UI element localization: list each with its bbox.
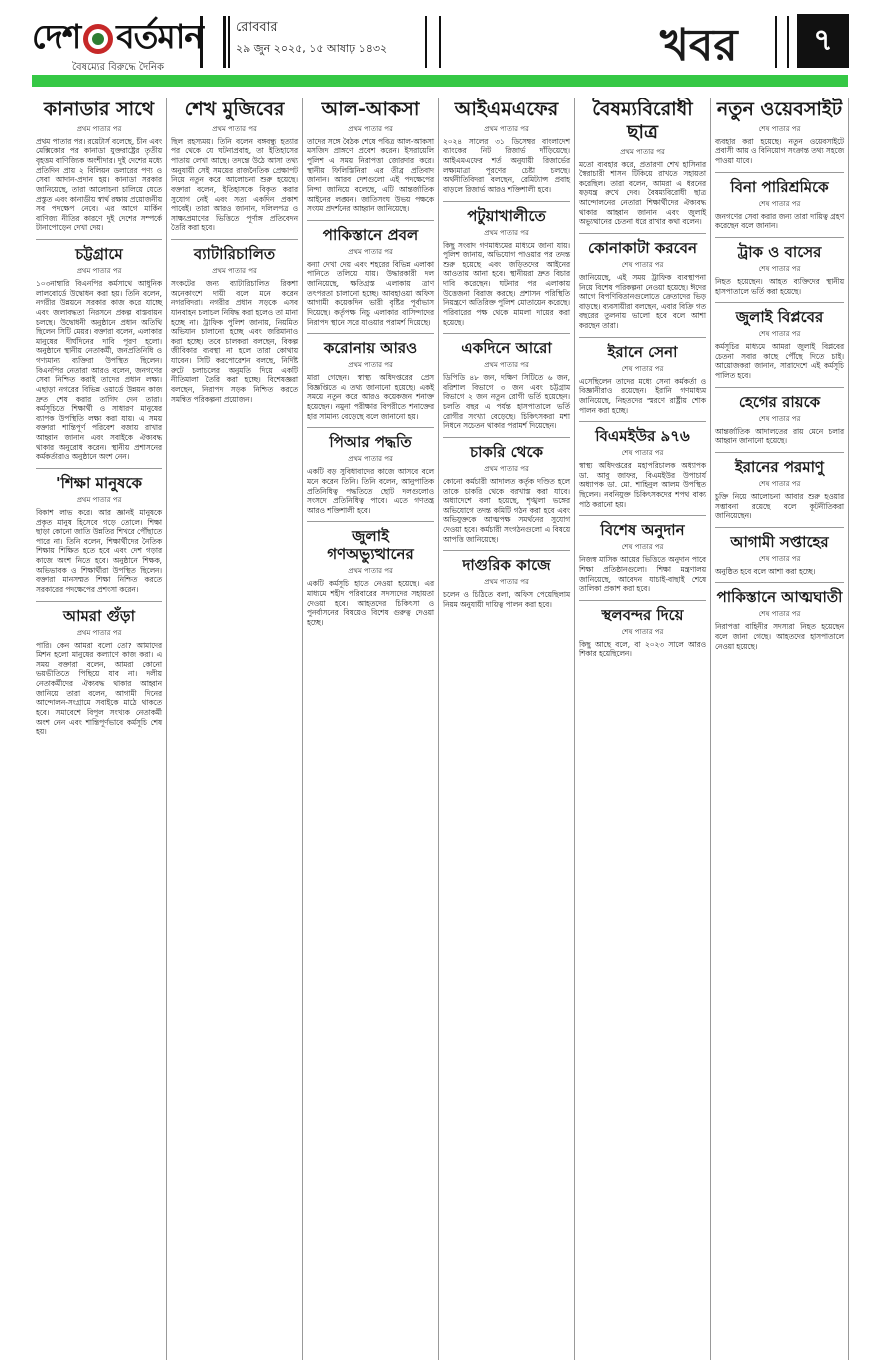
continued-from: প্রথম পাতার পর [348, 455, 393, 464]
article-divider [36, 468, 162, 469]
article-divider [715, 452, 844, 453]
article-body: কিছু সংবাদ গণমাধ্যমের মাধ্যমে জানা যায়। পুলিশ জানায়, অভিযোগ পাওয়ার পর তদন্ত শুরু হয়েছে এবং জড়িতদের আইনের আওতায় আনা হবে। স্থানীয়রা দ্রুত বিচার দাবি করেছেন। ঘটনার পর এলাকায় উত্তেজনা বিরাজ করছে। প্রশাসন পরিস্থিতি নিয়ন্ত্রণে অতিরিক্ত পুলিশ মোতায়েন করেছে। পরিবারের পক্ষ থেকে মামলা দায়ের করা হয়েছে। [443, 240, 570, 327]
article-divider [579, 421, 706, 422]
news-article[interactable] [36, 474, 162, 595]
article-body: আন্তর্জাতিক আদালতের রায় মেনে চলার আহ্বান জানানো হয়েছে। [715, 426, 844, 446]
article-divider [307, 220, 434, 221]
article-divider [307, 427, 434, 428]
article-body: বিকাশ লাভ করে। আর জ্ঞানই মানুষকে প্রকৃত মানুষ হিসেবে গড়ে তোলে। শিক্ষা ছাড়া কোনো জাতি উন্নতির শিখরে পৌঁছাতে পারে না। তিনি বলেন, শিক্ষার্থীদের নৈতিক শিক্ষায় শিক্ষিত হতে হবে এবং দেশ গড়ার কাজে অংশ নিতে হবে। অনুষ্ঠানে শিক্ষক, অভিভাবক ও শিক্ষার্থীরা উপস্থিত ছিলেন। বক্তারা মানসম্মত শিক্ষা নিশ্চিত করতে সরকারের পদক্ষেপের প্রশংসা করেন। [36, 507, 162, 594]
article-headline[interactable]: আইএমএফের [454, 98, 559, 120]
article-divider [715, 387, 844, 388]
article-body: বন্যা দেখা দেয় এবং শহরের বিভিন্ন এলাকা পানিতে তলিয়ে যায়। উদ্ধারকারী দল জানিয়েছে, ক্ষতিগ্রস্ত এলাকায় ত্রাণ তৎপরতা চালানো হচ্ছে। আবহাওয়া অফিস আগামী কয়েকদিন ভারী বৃষ্টির পূর্বাভাস দিয়েছে। কর্তৃপক্ষ নিচু এলাকার বাসিন্দাদের নিরাপদ স্থানে সরে যাওয়ার পরামর্শ দিয়েছে। [307, 259, 434, 327]
news-article[interactable] [715, 393, 844, 446]
column-4 [439, 98, 575, 1360]
article-divider [715, 237, 844, 238]
masthead [0, 0, 870, 92]
article-divider [579, 600, 706, 601]
article-headline[interactable]: আল-আকসা [321, 98, 420, 120]
article-headline[interactable]: চাকরি থেকে [469, 442, 544, 461]
article-divider [579, 515, 706, 516]
logo-text-right: বর্তমান [116, 17, 203, 56]
article-headline[interactable]: কানাডার সাথে [43, 98, 155, 120]
article-divider [443, 437, 570, 438]
news-article[interactable] [579, 98, 706, 227]
accent-band [32, 75, 848, 87]
news-article[interactable] [36, 245, 162, 462]
divider [200, 16, 226, 68]
news-article[interactable] [579, 606, 706, 659]
continued-from: প্রথম পাতার পর [76, 628, 122, 637]
article-body: নিজস্ব মাসিক আয়ের ভিত্তিতে অনুদান পাবে শিক্ষা প্রতিষ্ঠানগুলো। শিক্ষা মন্ত্রণালয় জানিয়েছে, আবেদন যাচাই-বাছাই শেষে তালিকা প্রকাশ করা হবে। [579, 555, 706, 594]
article-body: মতো ব্যবহার করে, প্রতারণা শেখ হাসিনার স্বৈরাচারী শাসন টিকিয়ে রাখতে সহায়তা করেছিল। তারা বলেন, আমরা এ ধরনের ষড়যন্ত্র রুখে দেব। বৈষম্যবিরোধী ছাত্র আন্দোলনের নেতারা শিক্ষার্থীদের ঐক্যবদ্ধ থাকার আহ্বান জানান এবং জুলাই অভ্যুত্থানের চেতনা ধরে রাখার কথা বলেন। [579, 159, 706, 227]
article-divider [307, 333, 434, 334]
article-divider [443, 201, 570, 202]
article-divider [579, 337, 706, 338]
column-3 [303, 98, 439, 1360]
news-article[interactable] [36, 98, 162, 233]
continued-from: প্রথম পাতার পর [484, 228, 529, 237]
continued-from: শেষ পাতার পর [758, 610, 801, 619]
news-article[interactable] [171, 98, 298, 233]
article-divider [36, 239, 162, 240]
article-headline[interactable]: দাগুরিক কাজে [462, 556, 551, 575]
article-headline[interactable]: আগামী সপ্তাহের [730, 532, 829, 551]
article-divider [307, 521, 434, 522]
news-article[interactable] [715, 458, 844, 521]
article-body: একটি কর্মসূচি হাতে নেওয়া হয়েছে। এর মাধ্যমে শহীদ পরিবারের সদস্যদের সহায়তা দেওয়া হবে। আহতদের চিকিৎসা ও পুনর্বাসনের বিষয়েও বিশেষ গুরুত্ব দেওয়া হচ্ছে। [307, 579, 434, 627]
article-body: প্রথম পাতার পর। রয়েটার্স বলেছে, চীন এবং মেক্সিকোর পর কানাডা যুক্তরাষ্ট্রের তৃতীয় বৃহত্তম বাণিজ্যিক অংশীদার। দুই দেশের মধ্যে প্রতিদিন প্রায় ২ বিলিয়ন ডলারের পণ্য ও সেবা আদান-প্রদান হয়। কানাডা সরকার জানিয়েছে, তারা আলোচনা চালিয়ে যেতে প্রস্তুত এবং কানাডীয় স্বার্থ রক্ষায় প্রয়োজনীয় সব পদক্ষেপ নেবে। এর আগে মার্কিন বাণিজ্য নীতির কারণে দুই দেশের সম্পর্কে টানাপোড়েন দেখা দেয়। [36, 136, 162, 233]
issue-day: রোববার [236, 20, 278, 35]
news-article[interactable] [715, 533, 844, 577]
continued-from: প্রথম পাতার পর [348, 567, 393, 576]
article-divider [36, 601, 162, 602]
article-headline[interactable]: করোনায় আরও [323, 339, 418, 358]
article-headline[interactable]: বিনা পারিশ্রমিকে [730, 177, 829, 196]
continued-from: শেষ পাতার পর [758, 264, 801, 273]
article-body: মারা গেছেন। স্বাস্থ্য অধিদপ্তরের প্রেস বিজ্ঞপ্তিতে এ তথ্য জানানো হয়েছে। একই সময়ে নতুন করে আরও কয়েকজন শনাক্ত হয়েছেন। নমুনা পরীক্ষার বিপরীতে শনাক্তের হার সামান্য বেড়েছে বলে জানানো হয়। [307, 373, 434, 421]
continued-from: শেষ পাতার পর [758, 414, 801, 423]
column-6 [711, 98, 849, 1360]
continued-from: প্রথম পাতার পর [484, 124, 529, 133]
news-article[interactable] [307, 339, 434, 421]
article-body: এসেছিলেন তাদের মধ্যে সেনা কর্মকর্তা ও বিজ্ঞানীরাও রয়েছেন। ইরানি গণমাধ্যম জানিয়েছে, নিহতদের স্মরণে রাষ্ট্রীয় শোক পালন করা হচ্ছে। [579, 376, 706, 415]
article-body: অনুষ্ঠিত হবে বলে আশা করা হচ্ছে। [715, 566, 816, 576]
news-article[interactable] [715, 243, 844, 296]
column-1 [32, 98, 167, 1360]
news-article[interactable] [171, 245, 298, 404]
article-headline[interactable]: পিআর পদ্ধতি [329, 433, 412, 452]
continued-from: শেষ পাতার পর [758, 330, 801, 339]
article-headline[interactable]: পাকিস্তানে প্রবল [322, 225, 419, 244]
continued-from: প্রথম পাতার পর [484, 578, 529, 587]
article-divider [443, 550, 570, 551]
article-headline[interactable]: নতুন ওয়েবসাইট [716, 98, 843, 120]
article-divider [443, 333, 570, 334]
article-headline[interactable]: বিশেষ অনুদান [600, 521, 685, 540]
article-headline[interactable]: শেখ মুজিবের [184, 98, 285, 120]
news-article[interactable] [715, 178, 844, 231]
article-body: কিছু আছে বলে, বা ২০২৩ সালে আরও শিকার হয়েছিলেন। [579, 639, 706, 659]
news-article[interactable] [36, 607, 162, 737]
news-article[interactable] [715, 98, 844, 166]
divider [425, 16, 441, 68]
article-divider [715, 302, 844, 303]
article-body: স্বাস্থ্য অধিদপ্তরের মহাপরিচালক অধ্যাপক ডা. আবু জাফর, বিএমইউর উপাচার্য অধ্যাপক ডা. মো. শাহিনুল আলম উপস্থিত ছিলেন। নবনিযুক্ত চিকিৎসকদের শপথ বাক্য পাঠ করানো হয়। [579, 461, 706, 509]
article-headline[interactable]: চট্টগ্রামে [75, 245, 123, 264]
continued-from: প্রথম পাতার পর [76, 495, 122, 504]
continued-from: শেষ পাতার পর [758, 479, 801, 488]
news-article[interactable] [715, 588, 844, 651]
continued-from: প্রথম পাতার পর [348, 124, 393, 133]
page-number: ৭ [797, 14, 849, 68]
news-article[interactable] [443, 556, 570, 609]
news-article[interactable] [443, 207, 570, 328]
article-divider [171, 239, 298, 240]
article-body: পারি। কেন আমরা বলো তো? আমাদের মিশন হলো মানুষের কল্যাণে কাজ করা। এ সময় বক্তারা বলেন, আমরা কোনো ভয়ভীতিতে পিছিয়ে যাব না। দলীয় নেতাকর্মীদের ঐক্যবদ্ধ থাকার আহ্বান জানিয়ে তারা বলেন, আগামী দিনের আন্দোলন-সংগ্রামে সবাইকে মাঠে থাকতে হবে। সমাবেশে বিপুল সংখ্যক নেতাকর্মী অংশ নেন এবং শান্তিপূর্ণভাবে কর্মসূচি শেষ হয়। [36, 640, 162, 737]
news-article[interactable] [579, 239, 706, 331]
continued-from: প্রথম পাতার পর [484, 361, 529, 370]
article-headline[interactable]: ট্রাক ও বাসের [737, 242, 822, 261]
section-title: খবর [660, 20, 738, 71]
article-body: ব্যবহার করা হয়েছে। নতুন ওয়েবসাইটে প্রবাসী আয় ও বিনিয়োগ সংক্রান্ত তথ্য সহজে পাওয়া যাবে। [715, 136, 844, 166]
continued-from: শেষ পাতার পর [758, 124, 801, 133]
article-body: ডিপিডি ৪৮ জন, দক্ষিণ সিটিতে ৬ জন, বরিশাল বিভাগে ৩ জন এবং চট্টগ্রাম বিভাগে ২ জন নতুন রোগী ভর্তি হয়েছেন। চলতি বছর এ পর্যন্ত হাসপাতালে ভর্তি রোগীর সংখ্যা বেড়েছে। চিকিৎসকরা মশা নিধনে সচেতন থাকার পরামর্শ দিয়েছেন। [443, 373, 570, 431]
newspaper-logo[interactable] [32, 18, 203, 60]
continued-from: প্রথম পাতার পর [620, 147, 665, 156]
article-headline[interactable]: ইরানে সেনা [607, 342, 678, 361]
article-headline[interactable]: বিএমইউর ৯৭৬ [595, 427, 690, 446]
column-2 [167, 98, 303, 1360]
article-body: জনগণের সেবা করার জন্য তারা দায়িত্ব গ্রহণ করেছেন বলে জানান। [715, 211, 844, 231]
continued-from: প্রথম পাতার পর [212, 124, 257, 133]
logo-emblem-icon [81, 22, 115, 56]
continued-from: শেষ পাতার পর [758, 554, 801, 563]
news-article[interactable] [443, 443, 570, 544]
continued-from: প্রথম পাতার পর [484, 464, 529, 473]
article-body: নিরাপত্তা বাহিনীর সদস্যরা নিহত হয়েছেন বলে জানা গেছে। আহতদের হাসপাতালে নেওয়া হয়েছে। [715, 622, 844, 651]
article-body: জানিয়েছে, এই সময় ট্রাফিক ব্যবস্থাপনা নিয়ে বিশেষ পরিকল্পনা নেওয়া হয়েছে। ঈদের আগে বিপণিবিতানগুলোতে ক্রেতাদের ভিড় বাড়ছে। ব্যবসায়ীরা বলছেন, এবার বিক্রি গত বছরের তুলনায় ভালো হবে বলে আশা করছেন তারা। [579, 272, 706, 331]
news-article[interactable] [579, 521, 706, 594]
tagline: বৈষম্যের বিরুদ্ধে দৈনিক [72, 62, 165, 73]
news-article[interactable] [307, 433, 434, 515]
article-headline[interactable]: হেগের রায়কে [738, 392, 821, 411]
continued-from: শেষ পাতার পর [621, 364, 664, 373]
article-headline[interactable]: 'শিক্ষা মানুষকে [56, 473, 142, 492]
article-headline[interactable]: পটুয়াখালীতে [467, 206, 546, 225]
news-article[interactable] [443, 98, 570, 195]
article-headline[interactable]: পাকিস্তানে আত্মঘাতী [716, 588, 843, 607]
article-headline[interactable]: জুলাই গণঅভ্যুত্থানের [327, 527, 414, 564]
continued-from: প্রথম পাতার পর [212, 267, 257, 276]
article-body: ছিল রহস্যময়। তিনি বলেন বঙ্গবন্ধু হত্যার পর থেকে যে ঘটনাপ্রবাহ, তা ইতিহাসের পাতায় লেখা আছে। তদন্তে উঠে আসা তথ্য অনুযায়ী সেই সময়ের রাজনৈতিক প্রেক্ষাপট নিয়ে নতুন করে আলোচনা শুরু হয়েছে। বক্তারা বলেন, ইতিহাসকে বিকৃত করার সুযোগ নেই এবং সত্য একদিন প্রকাশ পাবেই। তারা আরও জানান, দলিলপত্র ও সাক্ষ্যপ্রমাণের ভিত্তিতে পূর্ণাঙ্গ প্রতিবেদন তৈরি করা হবে। [171, 136, 298, 233]
news-article[interactable] [715, 308, 844, 381]
continued-from: শেষ পাতার পর [621, 449, 664, 458]
continued-from: শেষ পাতার পর [621, 543, 664, 552]
column-5 [575, 98, 711, 1360]
divider [228, 16, 234, 68]
article-body: কর্মসূচির মাধ্যমে আমরা জুলাই বিপ্লবের চেতনা সবার কাছে পৌঁছে দিতে চাই। আয়োজকরা জানান, সারাদেশে এই কর্মসূচি পালিত হবে। [715, 342, 844, 381]
article-body: সংকটের জন্য ব্যাটারিচালিত রিকশা অনেকাংশে দায়ী বলে মনে করেন নগরবিদরা। নগরীর প্রধান সড়কে এসব যানবাহন চলাচল নিষিদ্ধ করা হলেও তা মানা হচ্ছে না। ট্রাফিক পুলিশ জানায়, নিয়মিত অভিযান চালানো হচ্ছে এবং জরিমানাও করা হচ্ছে। তবে চালকরা বলছেন, বিকল্প জীবিকার ব্যবস্থা না হলে তারা কোথায় যাবেন। সিটি করপোরেশন বলছে, নির্দিষ্ট রুটে চলাচলের অনুমতি দিয়ে একটি নীতিমালা তৈরি করা হচ্ছে। বিশেষজ্ঞরা বলছেন, নিরাপদ সড়ক নিশ্চিত করতে সমন্বিত পরিকল্পনা প্রয়োজন। [171, 279, 298, 404]
divider [775, 16, 789, 68]
article-body: চুক্তি নিয়ে আলোচনা আবার শুরু হওয়ার সম্ভাবনা রয়েছে বলে কূটনীতিকরা জানিয়েছেন। [715, 491, 844, 521]
news-article[interactable] [307, 98, 434, 214]
issue-date: ২৯ জুন ২০২৫, ১৫ আষাঢ় ১৪৩২ [236, 42, 388, 55]
article-headline[interactable]: কোনাকাটা করবেন [588, 238, 697, 257]
article-headline[interactable]: ইরানের পরমাণু [734, 457, 825, 476]
article-divider [715, 582, 844, 583]
article-headline[interactable]: জুলাই বিপ্লবের [735, 308, 824, 327]
continued-from: প্রথম পাতার পর [348, 361, 393, 370]
news-article[interactable] [579, 343, 706, 416]
article-divider [715, 172, 844, 173]
article-body: তাদের সঙ্গে বৈঠক শেষে পবিত্র আল-আকসা মসজিদ প্রাঙ্গণে প্রবেশ করেন। ইসরায়েলি পুলিশ এ সময় নিরাপত্তা জোরদার করে। স্থানীয় ফিলিস্তিনিরা এর তীব্র প্রতিবাদ জানান। আরব দেশগুলো এই পদক্ষেপের নিন্দা জানিয়ে বলেছে, এটি আন্তর্জাতিক আইনের লঙ্ঘন। জাতিসংঘ উভয় পক্ষকে সংযম প্রদর্শনের আহ্বান জানিয়েছে। [307, 136, 434, 214]
continued-from: শেষ পাতার পর [758, 199, 801, 208]
article-headline[interactable]: একদিনে আরো [461, 339, 552, 358]
article-body: নিহত হয়েছেন। আহত ব্যক্তিদের স্থানীয় হাসপাতালে ভর্তি করা হয়েছে। [715, 276, 844, 296]
article-headline[interactable]: ব্যাটারিচালিত [193, 245, 276, 264]
continued-from: শেষ পাতার পর [621, 627, 664, 636]
article-headline[interactable]: স্থলবন্দর দিয়ে [601, 605, 684, 624]
article-divider [715, 527, 844, 528]
continued-from: প্রথম পাতার পর [76, 124, 122, 133]
news-article[interactable] [443, 339, 570, 431]
article-headline[interactable]: আমরা গুঁড়া [62, 606, 135, 625]
article-body: কোনো কর্মচারী আদালত কর্তৃক দণ্ডিত হলে তাকে চাকরি থেকে বরখাস্ত করা যাবে। অধ্যাদেশে বলা হয়েছে, শৃঙ্খলা ভঙ্গের অভিযোগে তদন্ত কমিটি গঠন করা হবে এবং অভিযুক্তকে আত্মপক্ষ সমর্থনের সুযোগ দেওয়া হবে। কর্মচারী সংগঠনগুলো এ বিষয়ে আপত্তি জানিয়েছে। [443, 476, 570, 544]
news-article[interactable] [579, 427, 706, 509]
news-article[interactable] [307, 226, 434, 327]
article-headline[interactable]: বৈষম্যবিরোধী ছাত্র [592, 98, 693, 143]
continued-from: প্রথম পাতার পর [76, 267, 122, 276]
logo-text-left: দেশ [32, 17, 81, 56]
continued-from: প্রথম পাতার পর [348, 247, 393, 256]
article-body: ১০৩নাম্বারি বিএনপির কর্মসাথে আধুনিক লালবোর্ডে উদ্বোধন করা হয়। তিনি বলেন, নগরীর উন্নয়নে সরকার কাজ করে যাচ্ছে এবং জলাবদ্ধতা নিরসনে প্রকল্প বাস্তবায়ন চলছে। উদ্বোধনী অনুষ্ঠানে প্রধান অতিথি ছিলেন সিটি মেয়র। বক্তারা বলেন, এলাকার মানুষের দীর্ঘদিনের দাবি পূরণ হলো। অনুষ্ঠানে স্থানীয় নেতাকর্মী, জনপ্রতিনিধি ও গণ্যমান্য ব্যক্তিরা উপস্থিত ছিলেন। বিএনপির নেতারা আরও বলেন, জনগণের সেবা নিশ্চিত করাই তাদের প্রধান লক্ষ্য। এছাড়া নগরের বিভিন্ন ওয়ার্ডে উন্নয়ন কাজ দ্রুত শেষ করার তাগিদ দেন তারা। কর্মসূচিতে শিক্ষার্থী ও সাধারণ মানুষের ব্যাপক উপস্থিতি লক্ষ্য করা যায়। এ সময় বক্তারা শান্তিপূর্ণ পরিবেশ বজায় রাখার আহ্বান জানান এবং সবাইকে ঐক্যবদ্ধ থাকার অনুরোধ করেন। স্থানীয় প্রশাসনের কর্মকর্তারাও অনুষ্ঠানে অংশ নেন। [36, 279, 162, 462]
article-body: একটি বড় সুবিধাবাদের কাজে আসবে বলে মনে করেন তিনি। তিনি বলেন, আনুপাতিক প্রতিনিধিত্ব পদ্ধতিতে ছোট দলগুলোও সংসদে প্রতিনিধিত্ব পাবে। এতে গণতন্ত্র আরও শক্তিশালী হবে। [307, 467, 434, 515]
article-divider [579, 233, 706, 234]
article-body: ২০২৪ সালের ৩১ ডিসেম্বর বাংলাদেশ ব্যাংকের নিট রিজার্ভ দাঁড়িয়েছে। আইএমএফের শর্ত অনুযায়ী রিজার্ভের লক্ষ্যমাত্রা পূরণের চেষ্টা চলছে। অর্থনীতিবিদরা বলছেন, রেমিট্যান্স প্রবাহ বাড়লে রিজার্ভ আরও শক্তিশালী হবে। [443, 136, 570, 194]
continued-from: শেষ পাতার পর [621, 260, 664, 269]
article-body: চলেন ও চিঠিতে বলা, অফিস পেয়েছিলাম নিয়ম অনুযায়ী দায়িত্ব পালন করা হবে। [443, 590, 570, 609]
news-article[interactable] [307, 527, 434, 627]
